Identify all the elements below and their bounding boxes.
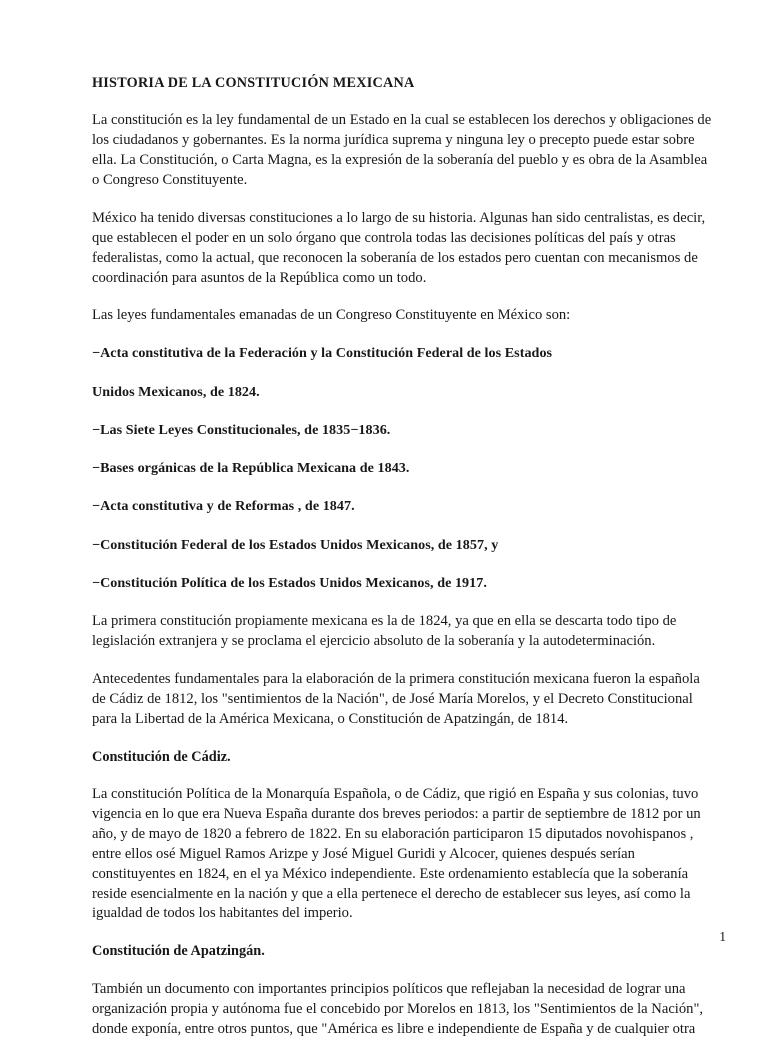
list-item-acta-constitutiva-federacion-line1: −Acta constitutiva de la Federación y la Constitución Federal de los Estados — [92, 345, 553, 362]
section-heading-cadiz: Constitución de Cádiz. — [92, 748, 231, 765]
list-item-siete-leyes: −Las Siete Leyes Constitucionales, de 1835−1836. — [92, 421, 391, 438]
list-item-acta-reformas: −Acta constitutiva y de Reformas , de 1847. — [92, 498, 355, 515]
paragraph-definition: La constitución es la ley fundamental de un Estado en la cual se establecen los derechos y obligaciones de los ciudadanos y gobernantes. Es la norma jurídica suprema y ninguna ley o precepto puede estar sobre ella. La Constitución, o Carta Magna, es la expresión de la soberanía del pueblo y es obra de la Asamblea o Congreso Constituyente. — [92, 112, 712, 188]
paragraph-apatzingan-body: También un documento con importantes principios políticos que reflejaban la necesidad de lograr una organización propia y autónoma fue el concebido por Morelos en 1813, los "Sentimientos de la Nación", donde exponía, entre otros puntos, que "América es libre e independiente de España y de cualquier otra — [92, 980, 704, 1037]
list-item-constitucion-federal-1857: −Constitución Federal de los Estados Unidos Mexicanos, de 1857, y — [92, 536, 499, 553]
page-number: 1 — [719, 929, 726, 944]
paragraph-antecedentes: Antecedentes fundamentales para la elaboración de la primera constitución mexicana fueron la española de Cádiz de 1812, los "sentimientos de la Nación", de José María Morelos, y el Decreto Constitucional para la Libertad de la América Mexicana, o Constitución de Apatzingán, de 1814. — [92, 670, 700, 727]
list-item-constitucion-politica-1917: −Constitución Política de los Estados Unidos Mexicanos, de 1917. — [92, 574, 487, 591]
section-heading-apatzingan: Constitución de Apatzingán. — [92, 943, 265, 960]
page-title: HISTORIA DE LA CONSTITUCIÓN MEXICANA — [92, 75, 415, 91]
document-body — [92, 74, 714, 1040]
list-item-bases-organicas: −Bases orgánicas de la República Mexicana de 1843. — [92, 460, 410, 477]
paragraph-primera-constitucion: La primera constitución propiamente mexicana es la de 1824, ya que en ella se descarta todo tipo de legislación extranjera y se proclama el ejercicio absoluto de la soberanía y la autodeterminación. — [92, 612, 677, 649]
paragraph-cadiz-body: La constitución Política de la Monarquía Española, o de Cádiz, que rigió en España y sus colonias, tuvo vigencia en lo que era Nueva España durante dos breves periodos: a partir de septiembre de 1812 por un año, y de mayo de 1820 a febrero de 1822. En su elaboración participaron 15 diputados novohispanos , entre ellos osé Miguel Ramos Arizpe y José Miguel Guridi y Alcocer, quienes después serían constituyentes en 1824, en el ya México independiente. Este ordenamiento establecía que la soberanía reside esencialmente en la nación y que a ella pertenece el derecho de establecer sus leyes, así como la igualdad de todos los habitantes del imperio. — [92, 786, 701, 922]
list-item-acta-constitutiva-federacion-line2: Unidos Mexicanos, de 1824. — [92, 383, 260, 400]
paragraph-list-intro: Las leyes fundamentales emanadas de un Congreso Constituyente en México son: — [92, 307, 571, 324]
paragraph-history-overview: México ha tenido diversas constituciones a lo largo de su historia. Algunas han sido centralistas, es decir, que establecen el poder en un solo órgano que controla todas las decisiones políticas del país y otras federalistas, como la actual, que reconocen la soberanía de los estados pero cuentan con mecanismos de coordinación para asuntos de la República como un todo. — [92, 209, 706, 286]
